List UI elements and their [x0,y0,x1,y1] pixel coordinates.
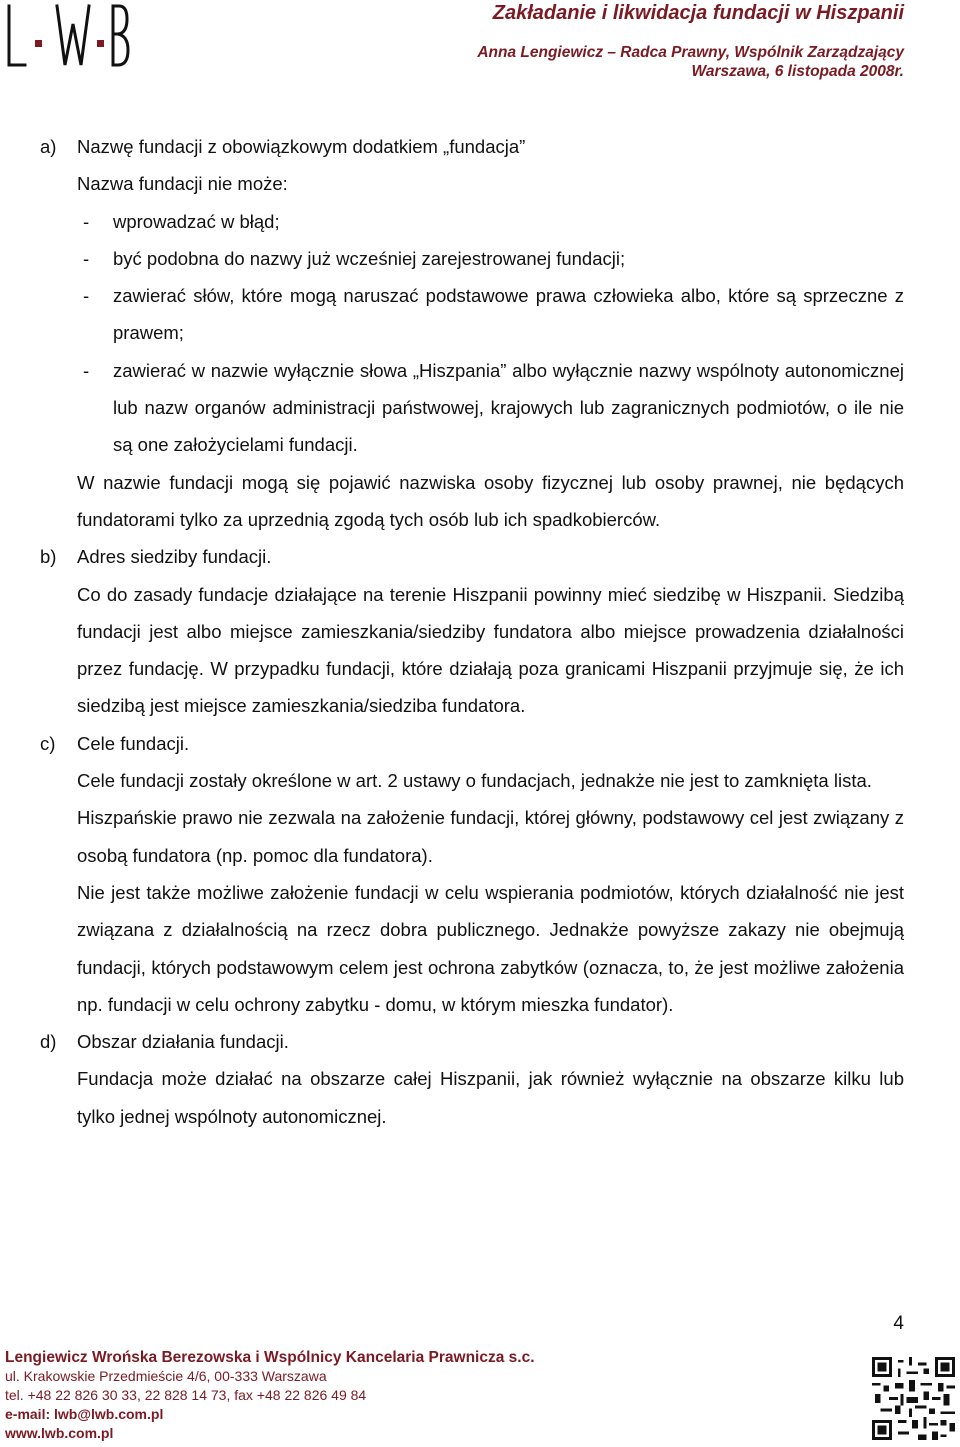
section-a-heading [40,128,904,165]
date-line: Warszawa, 6 listopada 2008r. [691,63,904,80]
document-title: Zakładanie i likwidacja fundacji w Hiszpanii [492,2,904,24]
author-line: Anna Lengiewicz – Radca Prawny, Wspólnik Zarządzający [477,44,904,61]
dash-marker: - [83,285,90,307]
section-b-heading [40,538,904,575]
section-heading-text: Cele fundacji. [77,732,190,754]
footer-firm-name: Lengiewicz Wrońska Berezowska i Wspólnicy Kancelaria Prawnicza s.c. [5,1349,535,1366]
dash-marker: - [83,210,90,232]
section-a-intro: Nazwa fundacji nie może: [77,173,288,195]
list-item-text: zawierać słów, które mogą naruszać podstawowe prawa człowieka albo, które są sprzeczne z prawem; [113,285,904,344]
section-d-heading [40,1023,904,1060]
list-item [77,240,904,277]
section-heading-text: Adres siedziby fundacji. [77,546,272,568]
section-a-note: W nazwie fundacji mogą się pojawić nazwiska osoby fizycznej lub osoby prawnej, nie będących fundatorami tylko za uprzednią zgodą tych osób lub ich spadkobierców. [77,471,904,530]
list-item [77,277,904,352]
footer-website-link[interactable]: www.lwb.com.pl [5,1425,114,1441]
section-b-text: Co do zasady fundacje działające na terenie Hiszpanii powinny mieć siedzibę w Hiszpanii. Siedzibą fundacji jest albo miejsce zamieszkania/siedziby fundatora albo miejsce prowadzenia działalności przez fundację. W przypadku fundacji, które działają poza granicami Hiszpanii przyjmuje się, że ich siedzibą jest miejsce zamieszkania/siedziba fundatora. [77,583,904,717]
qr-code-icon [872,1357,955,1440]
list-item [77,203,904,240]
section-c-heading [40,725,904,762]
list-item-text: wprowadzać w błąd; [113,210,280,232]
footer-phone: tel. +48 22 826 30 33, 22 828 14 73, fax +48 22 826 49 84 [5,1387,367,1403]
section-d-text: Fundacja może działać na obszarze całej Hiszpanii, jak również wyłącznie na obszarze kilku lub tylko jednej wspólnoty autonomicznej. [77,1068,904,1127]
section-heading-text: Obszar działania fundacji. [77,1031,289,1053]
section-label: d) [40,1031,57,1053]
footer-address: ul. Krakowskie Przedmieście 4/6, 00-333 Warszawa [5,1368,327,1384]
section-label: a) [40,136,57,157]
list-item-text: zawierać w nazwie wyłącznie słowa „Hiszpania” albo wyłącznie nazwy wspólnoty autonomicznej lub nazw organów administracji państwowej, krajowych lub zagranicznych podmiotów, o ile nie są one założycielami fundacji. [113,359,904,456]
lwb-logo [5,2,130,70]
section-label: c) [40,732,56,754]
dash-marker: - [83,359,90,381]
footer [5,1348,535,1443]
section-c-paragraph-1: Cele fundacji zostały określone w art. 2 ustawy o fundacjach, jednakże nie jest to zamknięta lista. [77,770,872,792]
document-body [40,128,904,1135]
section-c-paragraph-3: Nie jest także możliwe założenie fundacji w celu wspierania podmiotów, których działalność nie jest związana z działalnością na rzecz dobra publicznego. Jednakże powyższe zakazy nie obejmują fundacji, których podstawowym celem jest ochrona zabytków (oznacza, to, że jest możliwe założenia np. fundacji w celu ochrony zabytku - domu, w którym mieszka fundator). [77,881,904,1015]
dash-marker: - [83,247,90,269]
section-label: b) [40,546,57,568]
list-item-text: być podobna do nazwy już wcześniej zarejestrowanej fundacji; [113,247,626,269]
list-item [77,352,904,464]
page-number: 4 [893,1313,904,1334]
section-c-paragraph-2: Hiszpańskie prawo nie zezwala na założenie fundacji, której główny, podstawowy cel jest związany z osobą fundatora (np. pomoc dla fundatora). [77,807,904,866]
footer-email-link[interactable]: e-mail: lwb@lwb.com.pl [5,1406,164,1422]
section-heading-text: Nazwę fundacji z obowiązkowym dodatkiem „fundacja” [77,136,526,157]
